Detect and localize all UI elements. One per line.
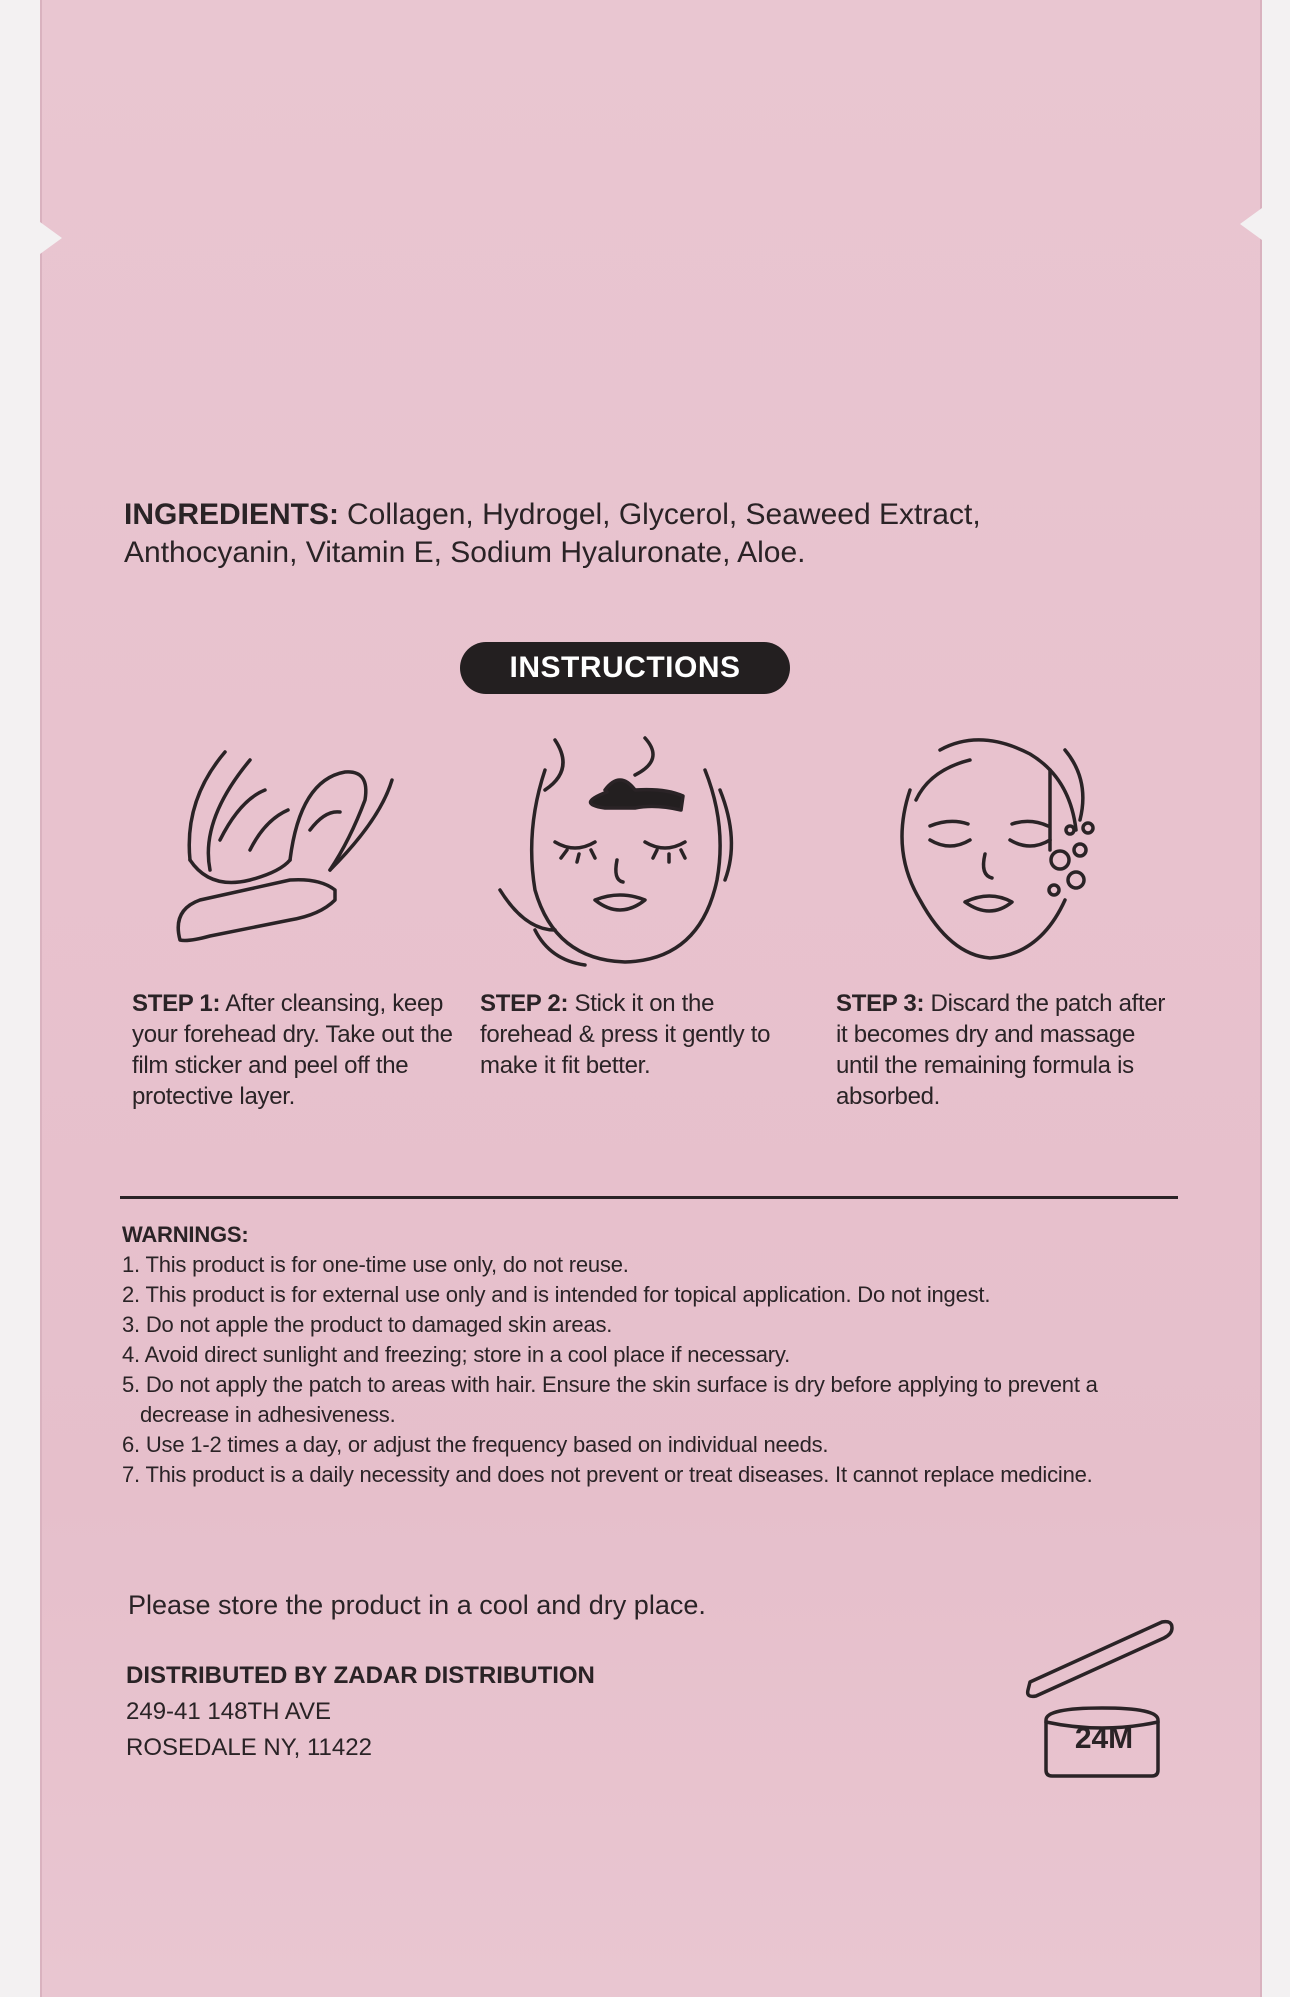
warning-item: 2. This product is for external use only and is intended for topical application. Do not ingest. (122, 1282, 991, 1307)
warning-item: 3. Do not apple the product to damaged skin areas. (122, 1312, 613, 1337)
distributor-title: DISTRIBUTED BY ZADAR DISTRIBUTION (126, 1662, 595, 1689)
distributor-address-line1: 249-41 148TH AVE (126, 1698, 332, 1725)
period-after-opening-label: 24M (1074, 1722, 1134, 1755)
instructions-title: INSTRUCTIONS (460, 642, 790, 694)
warning-item: 7. This product is a daily necessity and does not prevent or treat diseases. It cannot replace medicine. (122, 1462, 1093, 1487)
face-massage-bubbles-icon (880, 730, 1100, 970)
face-with-forehead-patch-icon (495, 730, 745, 970)
distributor-block (126, 1658, 595, 1766)
tear-notch-left (40, 222, 62, 254)
warning-item: 4. Avoid direct sunlight and freezing; store in a cool place if necessary. (122, 1342, 790, 1367)
warning-item: 1. This product is for one-time use only, do not reuse. (122, 1252, 629, 1277)
step-2 (480, 988, 810, 1081)
step-2-label: STEP 2: (480, 990, 569, 1017)
divider (120, 1196, 1178, 1199)
warnings-block (122, 1220, 1182, 1490)
ingredients-label: INGREDIENTS: (124, 498, 340, 531)
tear-notch-right (1240, 208, 1262, 240)
step-1-label: STEP 1: (132, 990, 221, 1017)
hand-peel-patch-icon (170, 740, 410, 950)
step-1 (132, 988, 462, 1112)
ingredients-text: Collagen, Hydrogel, Glycerol, Seaweed Extract, Anthocyanin, Vitamin E, Sodium Hyaluronate, Aloe. (124, 498, 981, 569)
ingredients-block (124, 496, 1124, 572)
step-3 (836, 988, 1166, 1112)
warning-item: 5. Do not apply the patch to areas with hair. Ensure the skin surface is dry before applying to prevent a decrease in adhesiveness. (122, 1372, 1098, 1427)
warnings-title: WARNINGS: (122, 1222, 249, 1247)
distributor-address-line2: ROSEDALE NY, 11422 (126, 1734, 372, 1761)
storage-note: Please store the product in a cool and dry place. (128, 1590, 706, 1620)
step-3-label: STEP 3: (836, 990, 925, 1017)
warning-item: 6. Use 1-2 times a day, or adjust the frequency based on individual needs. (122, 1432, 829, 1457)
warnings-list (122, 1250, 1182, 1490)
step-2-text: Stick it on the forehead & press it gently to make it fit better. (480, 990, 771, 1079)
step-3-text: Discard the patch after it becomes dry and massage until the remaining formula is absorbed. (836, 990, 1166, 1110)
step-1-text: After cleansing, keep your forehead dry. Take out the film sticker and peel off the protective layer. (132, 990, 453, 1110)
